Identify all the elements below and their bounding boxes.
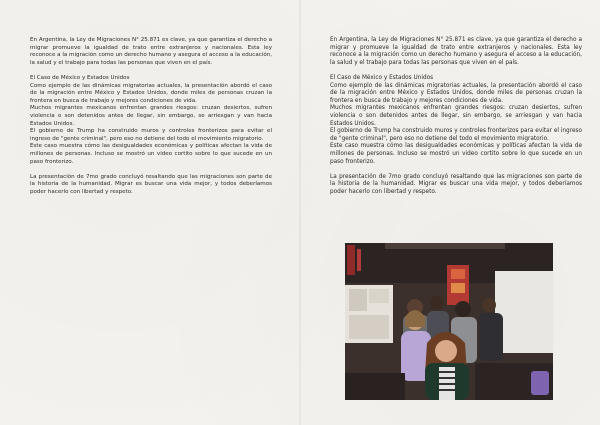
right-page bbox=[300, 0, 600, 425]
left-paragraph-ejemplo: Como ejemplo de las dinámicas migratorias actuales, la presentación abordó el caso de la migración entre México y Estados Unidos, donde miles de personas cruzan la frontera en busca de trabajo y mejores condiciones de vida. bbox=[30, 82, 272, 104]
right-paragraph-riesgos: Muchos migrantes mexicanos enfrentan grandes riesgos: cruzan desiertos, sufren violencia o son detenidos antes de llegar, sin embargo, se arriesgan y van hacia Estados Unidos. bbox=[330, 105, 582, 127]
left-page-text bbox=[30, 37, 272, 196]
classroom-photo bbox=[345, 243, 553, 400]
classroom-photo-illustration bbox=[345, 243, 553, 400]
right-paragraph-ley-migraciones: En Argentina, la Ley de Migraciones N° 25.871 es clave, ya que garantiza el derecho a migrar y promueve la igualdad de trato entre extranjeros y nacionales. Esta ley reconoce a la migración como un derecho humano y asegura el acceso a la educación, la salud y el trabajo para todas las personas que viven en el país. bbox=[330, 37, 582, 66]
left-paragraph-riesgos: Muchos migrantes mexicanos enfrentan grandes riesgos: cruzan desiertos, sufren violencia o son detenidos antes de llegar, sin embargo, se arriesgan y van hacia Estados Unidos. bbox=[30, 105, 272, 127]
left-paragraph-desigualdades: Este caso muestra cómo las desigualdades económicas y políticas afectan la vida de millones de personas. Incluso se mostró un video cortito sobre lo que sucede en un paso fronterizo. bbox=[30, 143, 272, 165]
right-paragraph-conclusion: La presentación de 7mo grado concluyó resaltando que las migraciones son parte de la historia de la humanidad. Migrar es buscar una vida mejor, y todos deberíamos poder hacerlo con libertad y respeto. bbox=[330, 173, 582, 195]
right-page-text bbox=[330, 37, 582, 196]
right-paragraph-desigualdades: Este caso muestra cómo las desigualdades económicas y políticas afectan la vida de millones de personas. Incluso se mostró un video cortito sobre lo que sucede en un paso fronterizo. bbox=[330, 143, 582, 165]
left-paragraph-ley-migraciones: En Argentina, la Ley de Migraciones N° 25.871 es clave, ya que garantiza el derecho a migrar promueve la igualdad de trato entre extranjeros y nacionales. Esta ley reconoce a la migración como un derecho humano y asegura el acceso a la educación, la salud y el trabajo para todas las personas que viven en el país. bbox=[30, 37, 272, 66]
right-section-heading: El Caso de México y Estados Unidos bbox=[330, 74, 434, 81]
right-paragraph-ejemplo: Como ejemplo de las dinámicas migratorias actuales, la presentación abordó el caso de la migración entre México y Estados Unidos, donde miles de personas cruzan la frontera en busca de trabajo y mejores condiciones de vida. bbox=[330, 82, 582, 104]
left-paragraph-conclusion: La presentación de 7mo grado concluyó resaltando que las migraciones son parte de la historia de la humanidad. Migrar es buscar una vida mejor, y todos deberíamos poder hacerlo con libertad y respeto. bbox=[30, 173, 272, 195]
right-paragraph-gobierno: El gobierno de Trump ha construido muros y controles fronterizos para evitar el ingreso de "gente criminal", pero eso no detiene del todo el movimiento migratorio. bbox=[330, 128, 582, 142]
left-section-heading: El Caso de México y Estados Unidos bbox=[30, 74, 130, 81]
left-paragraph-gobierno: El gobierno de Trump ha construido muros y controles fronterizos para evitar el ingreso de "gente criminal", pero eso no detiene del todo el movimiento migratorio. bbox=[30, 128, 272, 142]
